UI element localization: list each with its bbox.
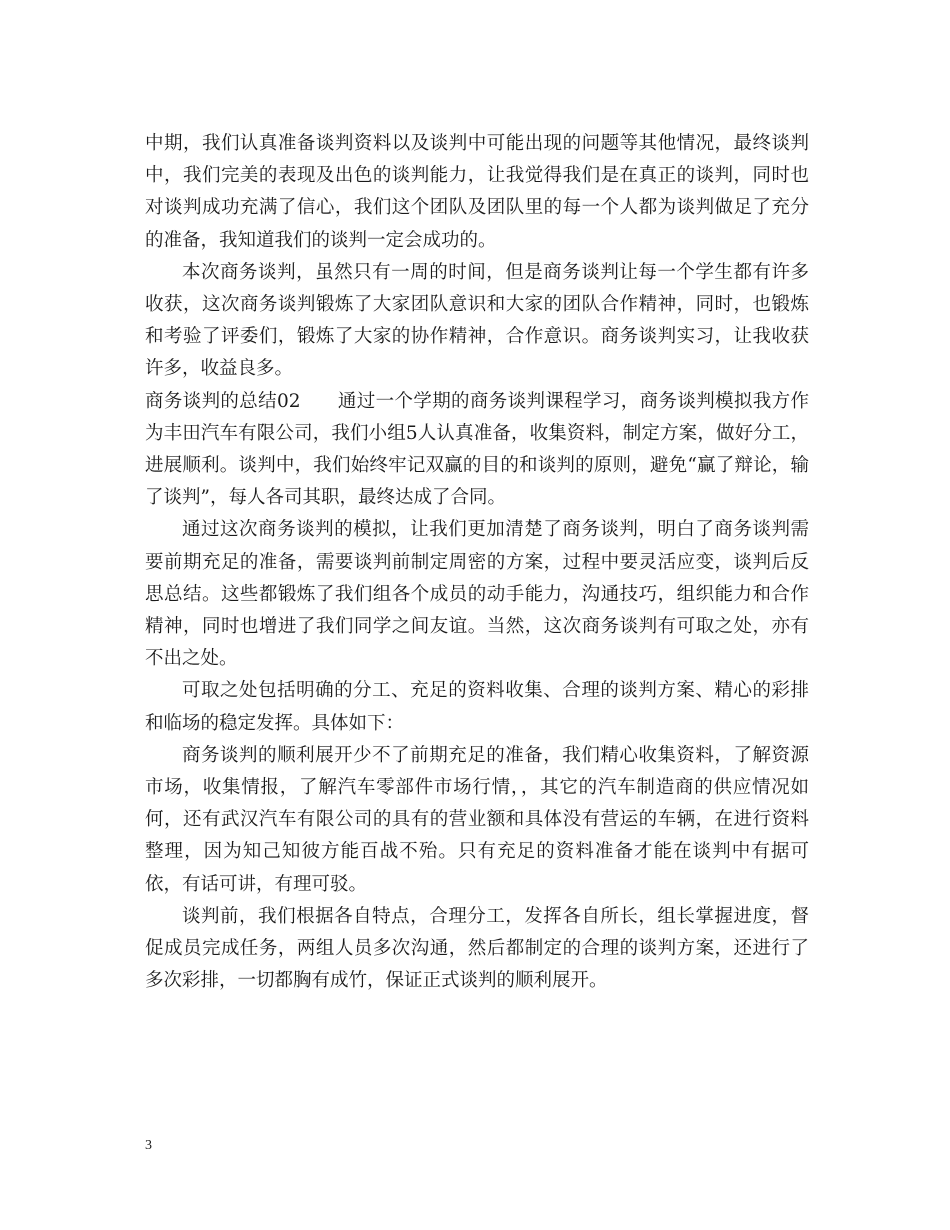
paragraph-reflection: 通过这次商务谈判的模拟，让我们更加清楚了商务谈判，明白了商务谈判需要前期充足的准备，需要谈判前制定周密的方案，过程中要灵活应变，谈判后反思总结。这些都锻炼了我们组各个成员的动手能力，沟通技巧，组织能力和合作精神，同时也增进了我们同学之间友谊。当然，这次商务谈判有可取之处，亦有不出之处。 xyxy=(145,519,809,670)
section-heading: 商务谈判的总结02 xyxy=(145,390,301,412)
paragraph-summary: 本次商务谈判，虽然只有一周的时间，但是商务谈判让每一个学生都有许多收获，这次商务谈判锻炼了大家团队意识和大家的团队合作精神，同时，也锻炼和考验了评委们，锻炼了大家的协作精神，合作意识。商务谈判实习，让我收获许多，收益良多。 xyxy=(145,261,809,380)
paragraph-summary-02 xyxy=(145,386,809,515)
paragraph-planning: 谈判前，我们根据各自特点，合理分工，发挥各自所长，组长掌握进度，督促成员完成任务，两组人员多次沟通，然后都制定的合理的谈判方案，还进行了多次彩排，一切都胸有成竹，保证正式谈判的顺利展开。 xyxy=(145,905,809,992)
paragraph-text: 通过一个学期的商务谈判课程学习，商务谈判模拟我方作为丰田汽车有限公司，我们小组5人认真准备，收集资料，制定方案，做好分工，进展顺利。谈判中，我们始终牢记双赢的目的和谈判的原则，避免“赢了辩论，输了谈判”，每人各司其职，最终达成了合同。 xyxy=(145,390,809,509)
paragraph-preparation: 商务谈判的顺利展开少不了前期充足的准备，我们精心收集资料，了解资源市场，收集情报，了解汽车零部件市场行情，，其它的汽车制造商的供应情况如何，还有武汉汽车有限公司的具有的营业额和具体没有营运的车辆，在进行资料整理，因为知己知彼方能百战不殆。只有充足的资料准备才能在谈判中有据可依，有话可讲，有理可驳。 xyxy=(145,744,809,895)
paragraph-strengths: 可取之处包括明确的分工、充足的资料收集、合理的谈判方案、精心的彩排和临场的稳定发挥。具体如下： xyxy=(145,680,809,734)
page-number: 3 xyxy=(145,1138,152,1153)
paragraph-continuation: 中期，我们认真准备谈判资料以及谈判中可能出现的问题等其他情况，最终谈判中，我们完美的表现及出色的谈判能力，让我觉得我们是在真正的谈判，同时也对谈判成功充满了信心，我们这个团队及团队里的每一个人都为谈判做足了充分的准备，我知道我们的谈判一定会成功的。 xyxy=(145,133,809,251)
document-body xyxy=(145,128,809,997)
